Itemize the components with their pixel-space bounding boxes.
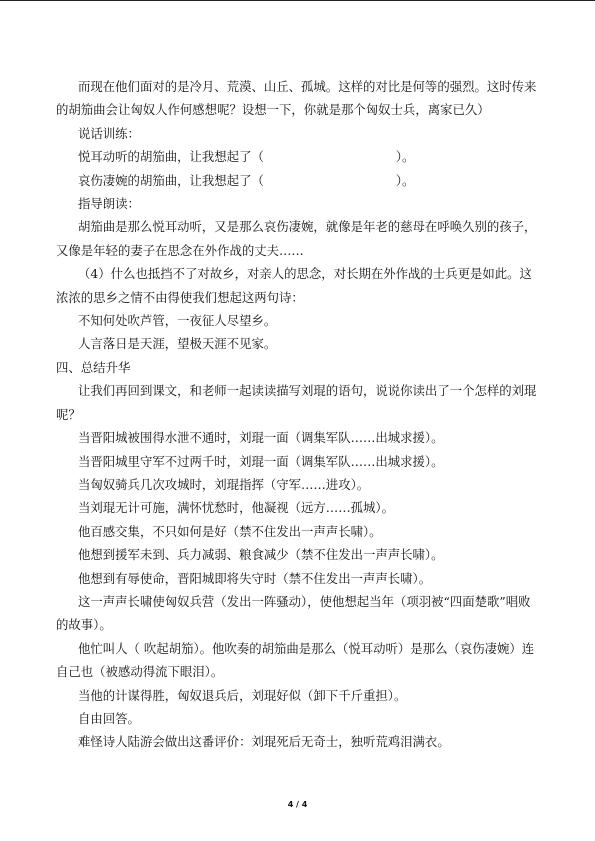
paragraph: 当匈奴骑兵几次攻城时，刘琨指挥（守军……进攻）。: [78, 476, 370, 492]
poem-line: 不知何处吹芦管，一夜征人尽望乡。: [78, 313, 277, 329]
page-number: 4 / 4: [287, 800, 308, 809]
top-rule: [0, 0, 595, 1]
fill-in-close: ）。: [395, 149, 415, 165]
paragraph: 难怪诗人陆游会做出这番评价：刘琨死后无奇士，独听荒鸡泪满衣。: [78, 734, 450, 750]
fill-in-close: ）。: [395, 172, 415, 188]
paragraph: （4）什么也抵挡不了对故乡，对亲人的思念，对长期在外作战的士兵更是如此。这浓浓的思乡之情不由得使我们想起这两句诗：: [56, 266, 532, 305]
fill-in-line: [56, 145, 540, 168]
fill-in-line: [56, 169, 540, 192]
paragraph: 胡笳曲是那么悦耳动听，又是那么哀伤凄婉，就像是年老的慈母在呼唤久别的孩子，又像是年轻的妻子在思念在外作战的丈夫……: [56, 219, 537, 258]
paragraph: 而现在他们面对的是冷月、荒漠、山丘、孤城。这样的对比是何等的强烈。这时传来的胡笳曲会让匈奴人作何感想呢？设想一下，你就是那个匈奴士兵，离家已久）: [56, 79, 537, 118]
paragraph: 当刘琨无计可施，满怀忧愁时，他凝视（远方……孤城）。: [78, 500, 394, 516]
paragraph: 他百感交集，不只如何是好（禁不住发出一声声长啸）。: [78, 523, 382, 539]
paragraph: 他想到有辱使命，晋阳城即将失守时（禁不住发出一声声长啸）。: [78, 570, 432, 586]
paragraph: 自由回答。: [78, 710, 140, 726]
paragraph: 当他的计谋得胜，匈奴退兵后，刘琨好似（卸下千斤重担）。: [78, 687, 407, 703]
fill-in-prompt: 哀伤凄婉的胡笳曲，让我想起了（: [78, 172, 264, 188]
section-heading: 四、总结升华: [56, 359, 131, 375]
document-body: [56, 75, 540, 754]
section-label: 说话训练：: [78, 125, 140, 141]
paragraph: 让我们再回到课文，和老师一起读读描写刘琨的语句，说说你读出了一个怎样的刘琨呢？: [56, 383, 537, 422]
paragraph: 这一声声长啸使匈奴兵营（发出一阵骚动），使他想起当年（项羽被“四面楚歌”唱败的故事）。: [56, 593, 531, 633]
paragraph: 他忙叫人（ 吹起胡笳）。他吹奏的胡笳曲是那么（悦耳动听）是那么（哀伤凄婉）连自己也（被感动得流下眼泪）。: [56, 640, 535, 680]
paragraph: 当晋阳城里守军不过两千时，刘琨一面（调集军队……出城求援）。: [78, 453, 444, 469]
fill-in-prompt: 悦耳动听的胡笳曲，让我想起了（: [78, 149, 264, 165]
paragraph: 他想到援军未到、兵力减弱、粮食减少（禁不住发出一声声长啸）。: [78, 547, 444, 563]
poem-line: 人言落日是天涯，望极天涯不见家。: [78, 336, 277, 352]
paragraph: 当晋阳城被围得水泄不通时，刘琨一面（调集军队……出城求援）。: [78, 430, 444, 446]
section-label: 指导朗读：: [78, 196, 140, 212]
